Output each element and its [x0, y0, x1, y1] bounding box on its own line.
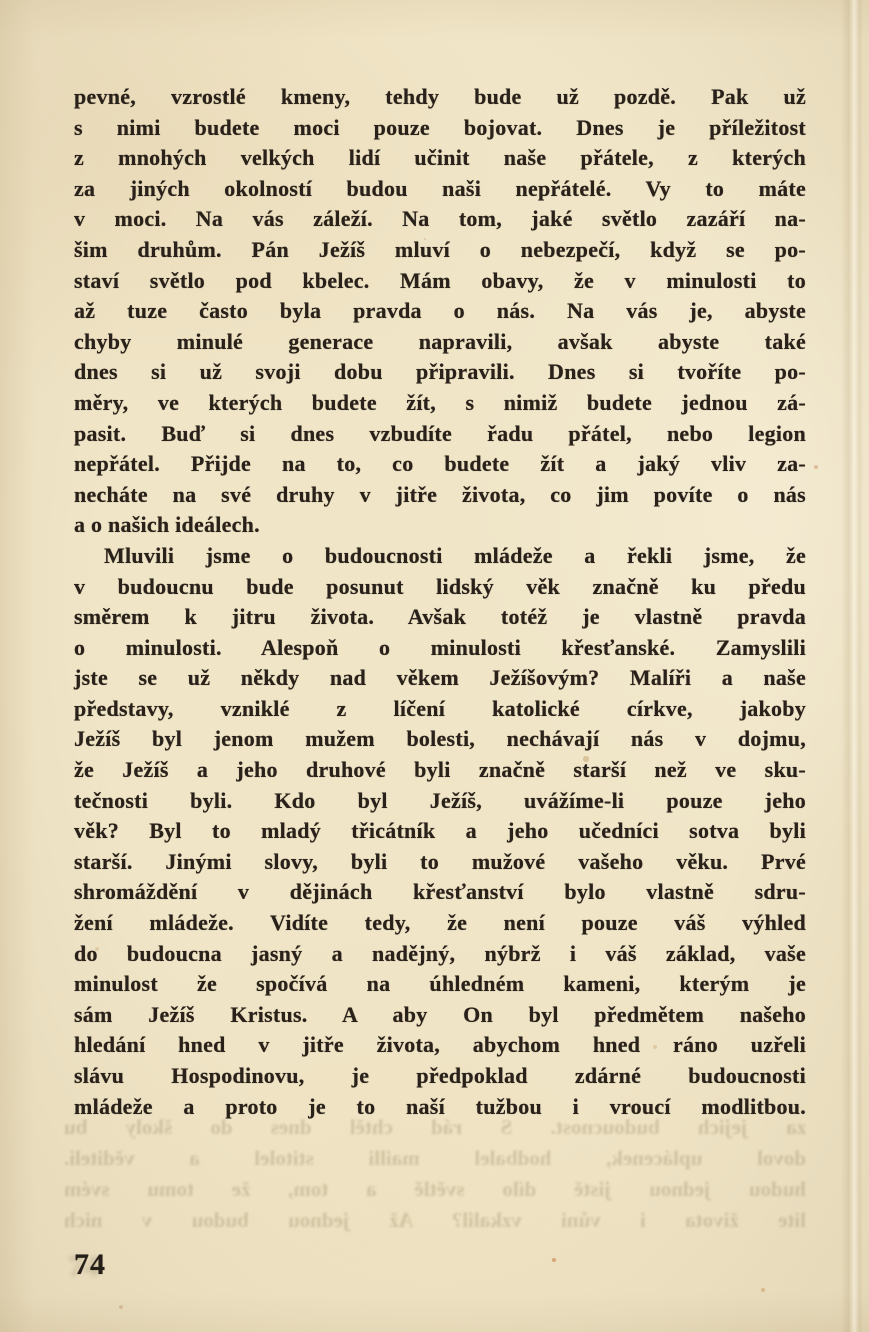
text-line: nepřátel. Přijde na to, co budete žít a jaký vliv za- [74, 451, 806, 477]
text-line: starší. Jinými slovy, byli to mužové vašeho věku. Prvé [74, 848, 806, 874]
text-line: pevné, vzrostlé kmeny, tehdy bude už pozdě. Pak už [74, 84, 806, 109]
text-line: pasit. Buď si dnes vzbudíte řadu přátel, nebo legion [74, 420, 806, 446]
bleed-through-text [64, 1112, 806, 1236]
text-line: mládeže a proto je to naší tužbou i vroucí modlitbou. [74, 1093, 806, 1119]
bleed-through-line: za jejich budoucnost. S rád chtěl dnes do školy bu [64, 1115, 806, 1139]
text-line: v moci. Na vás záleží. Na tom, jaké světlo zazáří na- [74, 206, 806, 232]
text-line: slávu Hospodinovu, je předpoklad zdárné budoucnosti [74, 1063, 806, 1088]
text-line: o minulosti. Alespoň o minulosti křesťanské. Zamyslili [74, 634, 806, 660]
text-line: jste se už někdy nad věkem Ježíšovým? Malíři a naše [74, 665, 806, 691]
text-line: žení mládeže. Vidíte tedy, že není pouze váš výhled [74, 910, 806, 936]
text-line: Mluvili jsme o budoucnosti mládeže a řekli jsme, že [104, 542, 806, 568]
paper-crease [841, 0, 863, 1332]
text-line: minulost že spočívá na úhledném kameni, kterým je [74, 971, 806, 997]
text-line: šim druhům. Pán Ježíš mluví o nebezpečí, když se po- [74, 236, 806, 262]
text-line: až tuze často byla pravda o nás. Na vás je, abyste [74, 298, 806, 324]
text-line: směrem k jitru života. Avšak totéž je vlastně pravda [74, 604, 806, 630]
paragraph [74, 541, 806, 1122]
text-line: představy, vzniklé z líčení katolické církve, jakoby [74, 695, 806, 721]
paper-specks [0, 0, 2, 2]
text-line: chyby minulé generace napravili, avšak abyste také [74, 328, 806, 354]
text-line: do budoucna jasný a nadějný, nýbrž i váš základ, vaše [74, 940, 806, 966]
bleed-through-line: dovol uplácenek, hodbalel mailli stitolel a věditeli. [64, 1146, 806, 1170]
page-text-block [74, 82, 806, 1122]
page-number: 74 [74, 1248, 106, 1281]
text-line: shromáždění v dějinách křesťanství bylo vlastně sdru- [74, 879, 806, 905]
text-line: věk? Byl to mladý třicátník a jeho učedníci sotva byli [74, 818, 806, 844]
text-line: staví světlo pod kbelec. Mám obavy, že v minulosti to [74, 267, 806, 293]
text-line: tečnosti byli. Kdo byl Ježíš, uvážíme-li pouze jeho [74, 787, 806, 813]
bleed-through-line: hudou jednou jistě dílo světlě a tom, že tomu svém [64, 1177, 806, 1201]
text-line: z mnohých velkých lidí učinit naše přátele, z kterých [74, 145, 806, 171]
text-line: za jiných okolností budou naši nepřátelé. Vy to máte [74, 175, 806, 201]
text-line: měry, ve kterých budete žít, s nimiž budete jednou zá- [74, 389, 806, 415]
text-line: dnes si už svoji dobu připravili. Dnes si tvoříte po- [74, 359, 806, 385]
text-line: že Ježíš a jeho druhové byli značně starší než ve sku- [74, 757, 806, 783]
paragraph [74, 82, 806, 541]
text-line: hledání hned v jitře života, abychom hned ráno uzřeli [74, 1032, 806, 1058]
text-line: Ježíš byl jenom mužem bolesti, nechávají nás v dojmu, [74, 726, 806, 752]
text-line: sám Ježíš Kristus. A aby On byl předmětem našeho [74, 1001, 806, 1027]
text-line: s nimi budete moci pouze bojovat. Dnes je příležitost [74, 114, 806, 140]
text-line: v budoucnu bude posunut lidský věk značně ku předu [74, 573, 806, 599]
bleed-through-line: lite života i vůni vzkalil? Až jednou budou v nich [64, 1208, 806, 1232]
text-line: a o našich ideálech. [74, 512, 260, 538]
text-line: necháte na své druhy v jitře života, co jim povíte o nás [74, 481, 806, 507]
